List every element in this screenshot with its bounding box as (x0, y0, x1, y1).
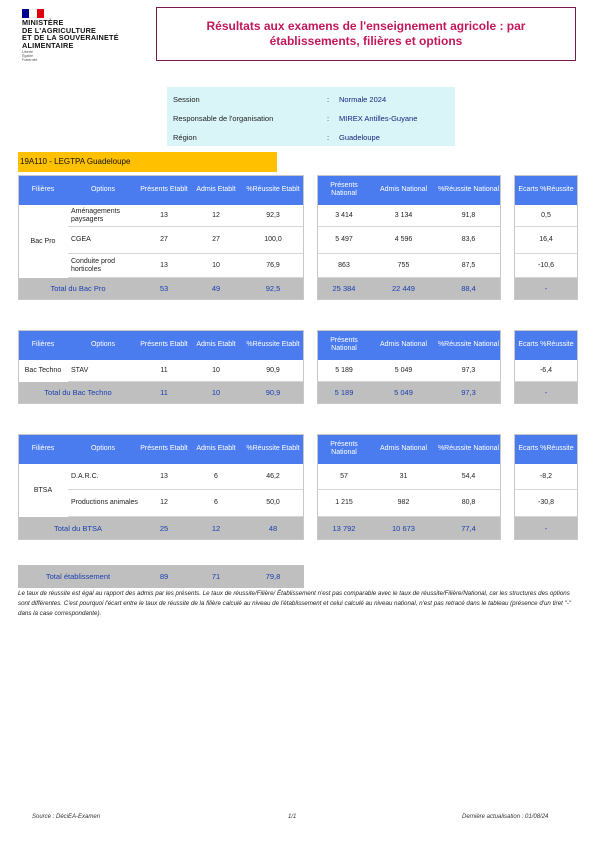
separator: : (327, 95, 330, 104)
session-info (167, 87, 455, 146)
value-cell-pe: 13 (138, 464, 190, 490)
filiere-cell: Bac Techno (18, 360, 68, 382)
option-cell: STAV (68, 360, 138, 382)
value-cell-pn: 1 215 (317, 490, 371, 517)
column-header-presents_nat: Présents National (317, 434, 371, 464)
value-cell-pn: 863 (317, 254, 371, 278)
total-cell-an: 22 449 (371, 278, 436, 300)
filiere-cell: Bac Pro (18, 205, 68, 278)
ministry-line-3: ET DE LA SOUVERAINETÉ (22, 33, 119, 43)
value-cell-re: 46,2 (242, 464, 304, 490)
region-value: Guadeloupe (339, 133, 380, 142)
footer-updated: Dernière actualisation : 01/08/24 (462, 814, 549, 820)
value-cell-ae: 12 (190, 205, 242, 227)
column-header-filieres: Filières (18, 330, 68, 360)
column-header-options: Options (68, 330, 138, 360)
total-cell-pe: 53 (138, 278, 190, 300)
value-cell-rn: 97,3 (436, 360, 501, 382)
column-header-presents_etab: Présents Etablt (138, 434, 190, 464)
value-cell-pn: 5 189 (317, 360, 371, 382)
column-header-admis_etab: Admis Etablt (190, 175, 242, 205)
session-label: Session (173, 95, 200, 104)
value-cell-ec: 16,4 (514, 227, 578, 254)
value-cell-rn: 80,8 (436, 490, 501, 517)
column-header-admis_nat: Admis National (371, 434, 436, 464)
methodology-note: Le taux de réussite est égal au rapport des admis par les présents. Le taux de réussite/Filière/ Établissement n'est pas comparable avec le taux de réussite/Filière/National, car les structures des options sont différentes. C'est pourquoi l'écart entre le taux de réussite de la filière calculé au niveau de l'établissement et celui calculé au niveau national, n'est pas retracé dans le tableau (présence d'un tiret "-" dans la case correspondante). (18, 590, 572, 617)
option-cell: Aménagements paysagers (68, 205, 138, 227)
total-cell-ae: 10 (190, 382, 242, 404)
value-cell-an: 982 (371, 490, 436, 517)
column-header-ecarts: Ecarts %Réussite (514, 175, 578, 205)
session-row (167, 89, 455, 108)
republic-motto (22, 50, 37, 62)
footer-source: Source : DéciEA-Examen (32, 814, 101, 820)
value-cell-an: 3 134 (371, 205, 436, 227)
value-cell-ec: -8,2 (514, 464, 578, 490)
value-cell-re: 100,0 (242, 227, 304, 254)
value-cell-rn: 83,6 (436, 227, 501, 254)
total-cell-re: 48 (242, 517, 304, 540)
value-cell-rn: 91,8 (436, 205, 501, 227)
column-header-admis_etab: Admis Etablt (190, 330, 242, 360)
column-header-ecarts: Ecarts %Réussite (514, 434, 578, 464)
value-cell-ae: 6 (190, 490, 242, 517)
value-cell-ae: 6 (190, 464, 242, 490)
value-cell-an: 755 (371, 254, 436, 278)
footer-page: 1/1 (288, 814, 297, 820)
separator: : (327, 133, 330, 142)
organisation-label: Responsable de l'organisation (173, 114, 274, 123)
organisation-row (167, 108, 455, 127)
total-cell-re: 90,9 (242, 382, 304, 404)
column-header-filieres: Filières (18, 434, 68, 464)
value-cell-ae: 10 (190, 254, 242, 278)
region-row (167, 127, 455, 146)
column-header-admis_etab: Admis Etablt (190, 434, 242, 464)
ministry-line-4: ALIMENTAIRE (22, 40, 74, 50)
option-cell: D.A.R.C. (68, 464, 138, 490)
value-cell-pn: 5 497 (317, 227, 371, 254)
value-cell-pe: 11 (138, 360, 190, 382)
value-cell-an: 31 (371, 464, 436, 490)
column-header-presents_etab: Présents Etablt (138, 175, 190, 205)
column-header-admis_nat: Admis National (371, 330, 436, 360)
value-cell-rn: 87,5 (436, 254, 501, 278)
value-cell-ec: -10,6 (514, 254, 578, 278)
value-cell-re: 50,0 (242, 490, 304, 517)
option-cell: CGEA (68, 227, 138, 254)
value-cell-an: 5 049 (371, 360, 436, 382)
total-cell-pn: 5 189 (317, 382, 371, 404)
report-title: Résultats aux examens de l'enseignement agricole : par établissements, filières et options (206, 19, 526, 48)
total-cell-pn: 25 384 (317, 278, 371, 300)
total-cell-ae: 12 (190, 517, 242, 540)
column-header-options: Options (68, 434, 138, 464)
total-cell-pn: 13 792 (317, 517, 371, 540)
total-establishment-re: 79,8 (242, 565, 304, 588)
value-cell-pe: 27 (138, 227, 190, 254)
total-cell-rn: 88,4 (436, 278, 501, 300)
total-establishment-label: Total établissement (18, 565, 138, 588)
total-cell-ec: - (514, 382, 578, 404)
value-cell-pn: 3 414 (317, 205, 371, 227)
value-cell-pn: 57 (317, 464, 371, 490)
session-value: Normale 2024 (339, 95, 387, 104)
motto-line-2: Égalité (22, 54, 33, 58)
total-establishment-ae: 71 (190, 565, 242, 588)
column-header-reussite_nat: %Réussite National (436, 434, 501, 464)
total-cell-an: 5 049 (371, 382, 436, 404)
total-cell-pe: 11 (138, 382, 190, 404)
column-header-presents_etab: Présents Etablt (138, 330, 190, 360)
value-cell-re: 76,9 (242, 254, 304, 278)
value-cell-pe: 13 (138, 254, 190, 278)
total-cell-ec: - (514, 517, 578, 540)
value-cell-pe: 13 (138, 205, 190, 227)
total-establishment-pe: 89 (138, 565, 190, 588)
value-cell-re: 92,3 (242, 205, 304, 227)
column-header-reussite_etab: %Réussite Etablt (242, 330, 304, 360)
organisation-value: MIREX Antilles-Guyane (339, 114, 418, 123)
ministry-line-2: DE L'AGRICULTURE (22, 25, 97, 35)
column-header-presents_nat: Présents National (317, 330, 371, 360)
total-cell-ec: - (514, 278, 578, 300)
total-cell-re: 92,5 (242, 278, 304, 300)
total-cell-an: 10 673 (371, 517, 436, 540)
column-header-presents_nat: Présents National (317, 175, 371, 205)
total-cell-rn: 97,3 (436, 382, 501, 404)
value-cell-ec: -30,8 (514, 490, 578, 517)
total-cell-rn: 77,4 (436, 517, 501, 540)
column-header-reussite_nat: %Réussite National (436, 175, 501, 205)
region-label: Région (173, 133, 197, 142)
total-cell-ae: 49 (190, 278, 242, 300)
value-cell-pe: 12 (138, 490, 190, 517)
french-flag-icon (22, 9, 44, 18)
ministry-logo (22, 9, 142, 62)
value-cell-ae: 10 (190, 360, 242, 382)
column-header-options: Options (68, 175, 138, 205)
value-cell-re: 90,9 (242, 360, 304, 382)
motto-line-3: Fraternité (22, 58, 38, 62)
total-label: Total du Bac Techno (18, 382, 138, 404)
filiere-cell: BTSA (18, 464, 68, 517)
ministry-line-1: MINISTÈRE (22, 18, 64, 27)
option-cell: Conduite prod horticoles (68, 254, 138, 278)
column-header-ecarts: Ecarts %Réussite (514, 330, 578, 360)
establishment-header: 19A110 - LEGTPA Guadeloupe (18, 152, 277, 172)
separator: : (327, 114, 330, 123)
value-cell-ec: 0,5 (514, 205, 578, 227)
value-cell-rn: 54,4 (436, 464, 501, 490)
total-label: Total du Bac Pro (18, 278, 138, 300)
ministry-name (22, 19, 119, 49)
value-cell-ae: 27 (190, 227, 242, 254)
value-cell-ec: -6,4 (514, 360, 578, 382)
report-title-box (156, 7, 576, 61)
column-header-admis_nat: Admis National (371, 175, 436, 205)
value-cell-an: 4 596 (371, 227, 436, 254)
column-header-reussite_etab: %Réussite Etablt (242, 175, 304, 205)
column-header-reussite_nat: %Réussite National (436, 330, 501, 360)
column-header-reussite_etab: %Réussite Etablt (242, 434, 304, 464)
motto-line-1: Liberté (22, 50, 33, 54)
option-cell: Productions animales (68, 490, 138, 517)
column-header-filieres: Filières (18, 175, 68, 205)
total-label: Total du BTSA (18, 517, 138, 540)
total-cell-pe: 25 (138, 517, 190, 540)
